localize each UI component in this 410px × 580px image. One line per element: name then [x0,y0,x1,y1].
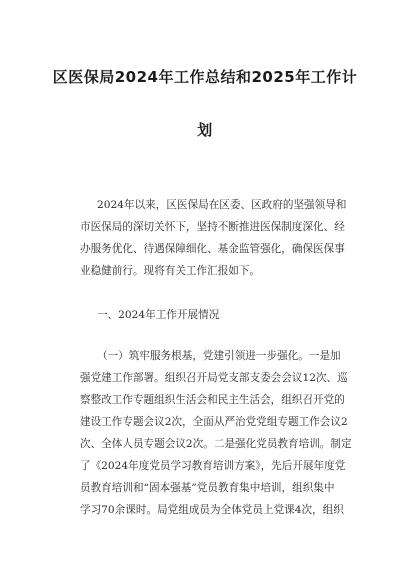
document-title-line-2: 划 [197,121,213,139]
paragraph-1-line: 2024年以来，区医保局在区委、区政府的坚强领导和 [97,199,347,211]
paragraph-2-line: 次、全体人员专题会议2次。二是强化党员教育培训。制定 [80,438,352,450]
paragraph-2-line: 学习70余课时。局党组成员为全体党员上党课4次，组织 [80,504,344,516]
section-heading: 一、2024年工作开展情况 [97,309,220,321]
paragraph-1-line: 业稳健前行。现将有关工作汇报如下。 [80,265,261,277]
paragraph-1-line: 市医保局的深切关怀下，坚持不断推进医保制度深化、经 [80,221,345,233]
paragraph-2-line: （一）筑牢服务根基，党建引领进一步强化。一是加 [97,350,341,362]
paragraph-2-line: 建设工作专题会议2次，全面从严治党党组专题工作会议2 [80,416,348,428]
paragraph-2-line: 员教育培训和“固本强基”党员教育集中培训，组织集中 [80,482,335,494]
document-title-line-1: 区医保局2024年工作总结和2025年工作计 [52,68,358,86]
paragraph-2-line: 强党建工作部署。组织召开局党支部支委会会议12次、巡 [80,372,348,384]
paragraph-1-line: 办服务优化、待遇保障细化、基金监管强化，确保医保事 [80,243,345,255]
paragraph-2-line: 察整改工作专题组织生活会和民主生活会，组织召开党的 [80,394,345,406]
paragraph-2-line: 了《2024年度党员学习教育培训方案》，先后开展年度党 [80,460,346,472]
